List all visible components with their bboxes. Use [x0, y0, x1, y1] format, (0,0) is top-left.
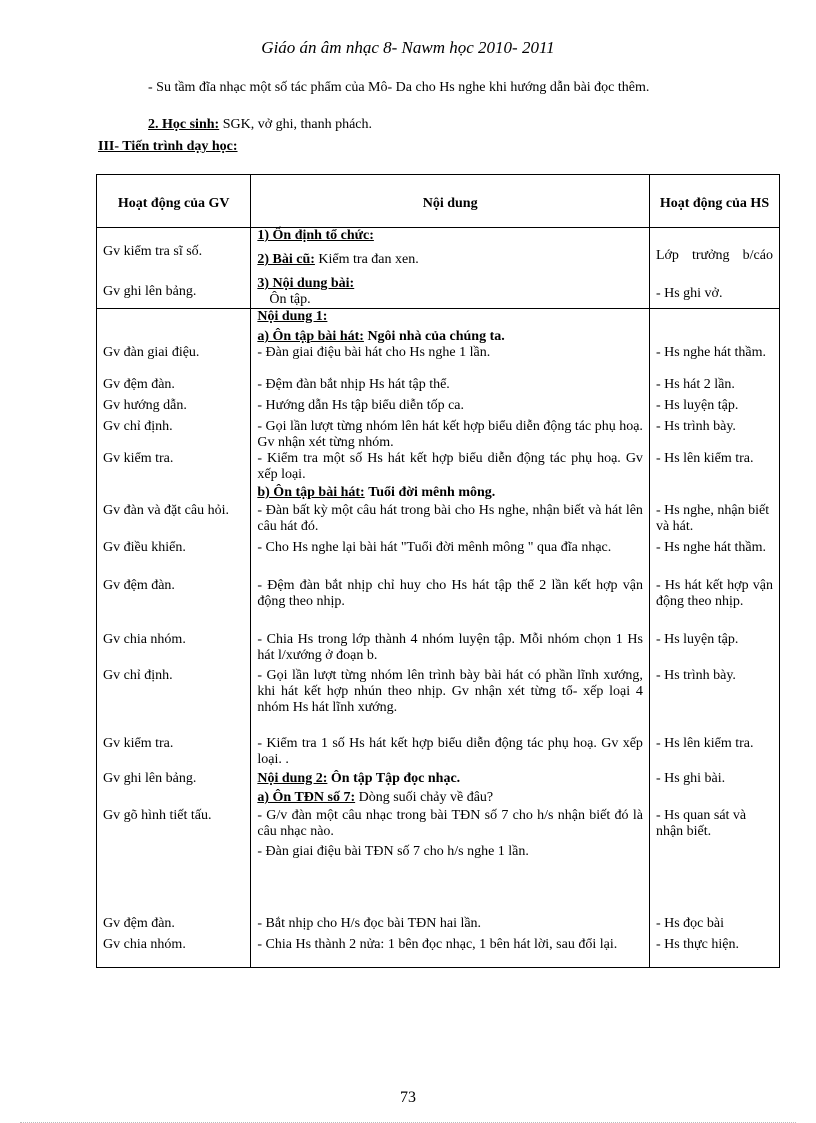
content-text: - Đàn giai điệu bài TĐN số 7 cho h/s nghe 1 lần.	[257, 844, 529, 859]
content-text: - Đệm đàn bắt nhịp chỉ huy cho Hs hát tập thể 2 lần kết hợp vận động theo nhịp.	[257, 578, 643, 609]
hs-text: - Hs đọc bài	[655, 916, 724, 931]
gv-text: Gv kiểm tra.	[103, 736, 174, 751]
gv-text: Gv ghi lên bảng.	[103, 284, 197, 299]
content-heading: Nội dung 2:	[257, 771, 328, 786]
page-header: Giáo án âm nhạc 8- Nawm học 2010- 2011	[261, 38, 555, 57]
intro-line: - Su tầm đĩa nhạc một số tác phẩm của Mô- Da cho Hs nghe khi hướng dẫn bài đọc thêm.	[148, 80, 650, 95]
hs-text: - Hs hát kết hợp vận động theo nhịp.	[655, 578, 773, 609]
hs-text: - Hs luyện tập.	[655, 398, 739, 413]
hs-text: - Hs luyện tập.	[655, 632, 739, 647]
page-number: 73	[400, 1089, 416, 1106]
gv-text: Gv ghi lên bảng.	[103, 771, 197, 786]
hs-text: Lớp trưởng b/cáo	[655, 248, 773, 263]
table-row	[97, 228, 780, 309]
content-heading: a) Ôn TĐN số 7:	[257, 790, 356, 805]
table-header-row	[97, 175, 780, 228]
content-heading: 1) Ổn định tổ chức:	[257, 228, 374, 243]
gv-text: Gv hướng dẫn.	[103, 398, 187, 413]
hs-text: - Hs trình bày.	[655, 668, 736, 683]
hs-text: - Hs ghi vở.	[655, 286, 723, 301]
students-text: SGK, vở ghi, thanh phách.	[219, 117, 373, 132]
gv-cell	[97, 309, 251, 968]
content-heading: 3) Nội dung bài:	[257, 276, 355, 291]
content-text: - Gọi lần lượt từng nhóm lên hát kết hợp biểu diễn động tác phụ hoạ. Gv nhận xét từng nhóm.	[257, 419, 643, 450]
hs-text: - Hs ghi bài.	[655, 771, 726, 786]
content-text: Ôn tập.	[269, 292, 311, 307]
hs-text: - Hs thực hiện.	[655, 937, 739, 952]
content-text: Dòng suối chảy về đâu?	[355, 790, 494, 805]
hs-text: - Hs lên kiểm tra.	[655, 451, 754, 466]
gv-text: Gv đệm đàn.	[103, 916, 175, 931]
gv-text: Gv đệm đàn.	[103, 377, 175, 392]
hs-cell	[649, 309, 779, 968]
gv-text: Gv chỉ định.	[103, 668, 173, 683]
gv-text: Gv điều khiển.	[103, 540, 186, 555]
gv-text: Gv chỉ định.	[103, 419, 173, 434]
content-text: - Đàn bất kỳ một câu hát trong bài cho Hs nghe, nhận biết và hát lên câu hát đó.	[257, 503, 643, 534]
hs-text: - Hs nghe hát thầm.	[655, 345, 766, 360]
content-text: Ôn tập Tập đọc nhạc.	[327, 771, 461, 786]
gv-text: Gv đệm đàn.	[103, 578, 175, 593]
hs-text: - Hs hát 2 lần.	[655, 377, 735, 392]
content-text: - Đàn giai điệu bài hát cho Hs nghe 1 lần.	[257, 345, 491, 360]
content-text: - Gọi lần lượt từng nhóm lên trình bày bài hát có phần lĩnh xướng, khi hát kết hợp nhún theo nhịp. Gv nhận xét từng tổ- xếp loại 4 nhóm Hs hát lĩnh xướng.	[257, 668, 643, 715]
content-heading: Nội dung 1:	[257, 309, 328, 324]
hs-text: - Hs nghe hát thầm.	[655, 540, 766, 555]
content-cell	[251, 309, 650, 968]
hs-text: - Hs lên kiểm tra.	[655, 736, 754, 751]
content-heading: 2) Bài cũ:	[257, 252, 315, 267]
students-line	[148, 116, 816, 133]
content-text: Tuổi đời mênh mông.	[368, 485, 496, 500]
students-label: 2. Học sinh:	[148, 117, 220, 132]
gv-text: Gv chia nhóm.	[103, 937, 186, 952]
content-text: - Kiểm tra một số Hs hát kết hợp biểu diễn động tác phụ hoạ. Gv xếp loại.	[257, 451, 643, 482]
gv-text: Gv đàn giai điệu.	[103, 345, 200, 360]
hs-cell	[649, 228, 779, 309]
gv-text: Gv kiểm tra sĩ số.	[103, 244, 203, 259]
gv-text: Gv kiểm tra.	[103, 451, 174, 466]
gv-text: Gv đàn và đặt câu hỏi.	[103, 503, 229, 518]
content-text: - G/v đàn một câu nhạc trong bài TĐN số 7 cho h/s nhận biết đó là câu nhạc nào.	[257, 808, 643, 839]
header-hs: Hoạt động của HS	[649, 175, 779, 228]
section-title: III- Tiến trình dạy học:	[98, 139, 238, 154]
content-heading: a) Ôn tập bài hát:	[257, 329, 364, 344]
gv-text: Gv chia nhóm.	[103, 632, 186, 647]
header-gv: Hoạt động của GV	[97, 175, 251, 228]
lesson-table	[96, 174, 780, 968]
content-text: - Chia Hs trong lớp thành 4 nhóm luyện tập. Mỗi nhóm chọn 1 Hs hát l/xướng ở đoạn b.	[257, 632, 643, 663]
content-text: Ngôi nhà của chúng ta.	[367, 329, 505, 344]
gv-cell	[97, 228, 251, 309]
content-text: - Cho Hs nghe lại bài hát "Tuổi đời mênh mông " qua đĩa nhạc.	[257, 540, 612, 555]
content-text: Kiểm tra đan xen.	[314, 252, 419, 267]
content-text: - Đệm đàn bắt nhịp Hs hát tập thể.	[257, 377, 450, 392]
content-heading: b) Ôn tập bài hát:	[257, 485, 365, 500]
table-row	[97, 309, 780, 968]
content-text: - Hướng dẫn Hs tập biểu diễn tốp ca.	[257, 398, 465, 413]
hs-text: - Hs trình bày.	[655, 419, 736, 434]
header-content: Nội dung	[251, 175, 650, 228]
content-text: - Kiểm tra 1 số Hs hát kết hợp biểu diễn động tác phụ hoạ. Gv xếp loại. .	[257, 736, 643, 767]
content-text: - Chia Hs thành 2 nửa: 1 bên đọc nhạc, 1 bên hát lời, sau đổi lại.	[257, 937, 618, 952]
content-cell	[251, 228, 650, 309]
content-text: - Bắt nhịp cho H/s đọc bài TĐN hai lần.	[257, 916, 482, 931]
hs-text: - Hs nghe, nhận biết và hát.	[655, 503, 770, 534]
hs-text: - Hs quan sát và nhận biết.	[655, 808, 747, 839]
gv-text: Gv gõ hình tiết tấu.	[103, 808, 212, 823]
